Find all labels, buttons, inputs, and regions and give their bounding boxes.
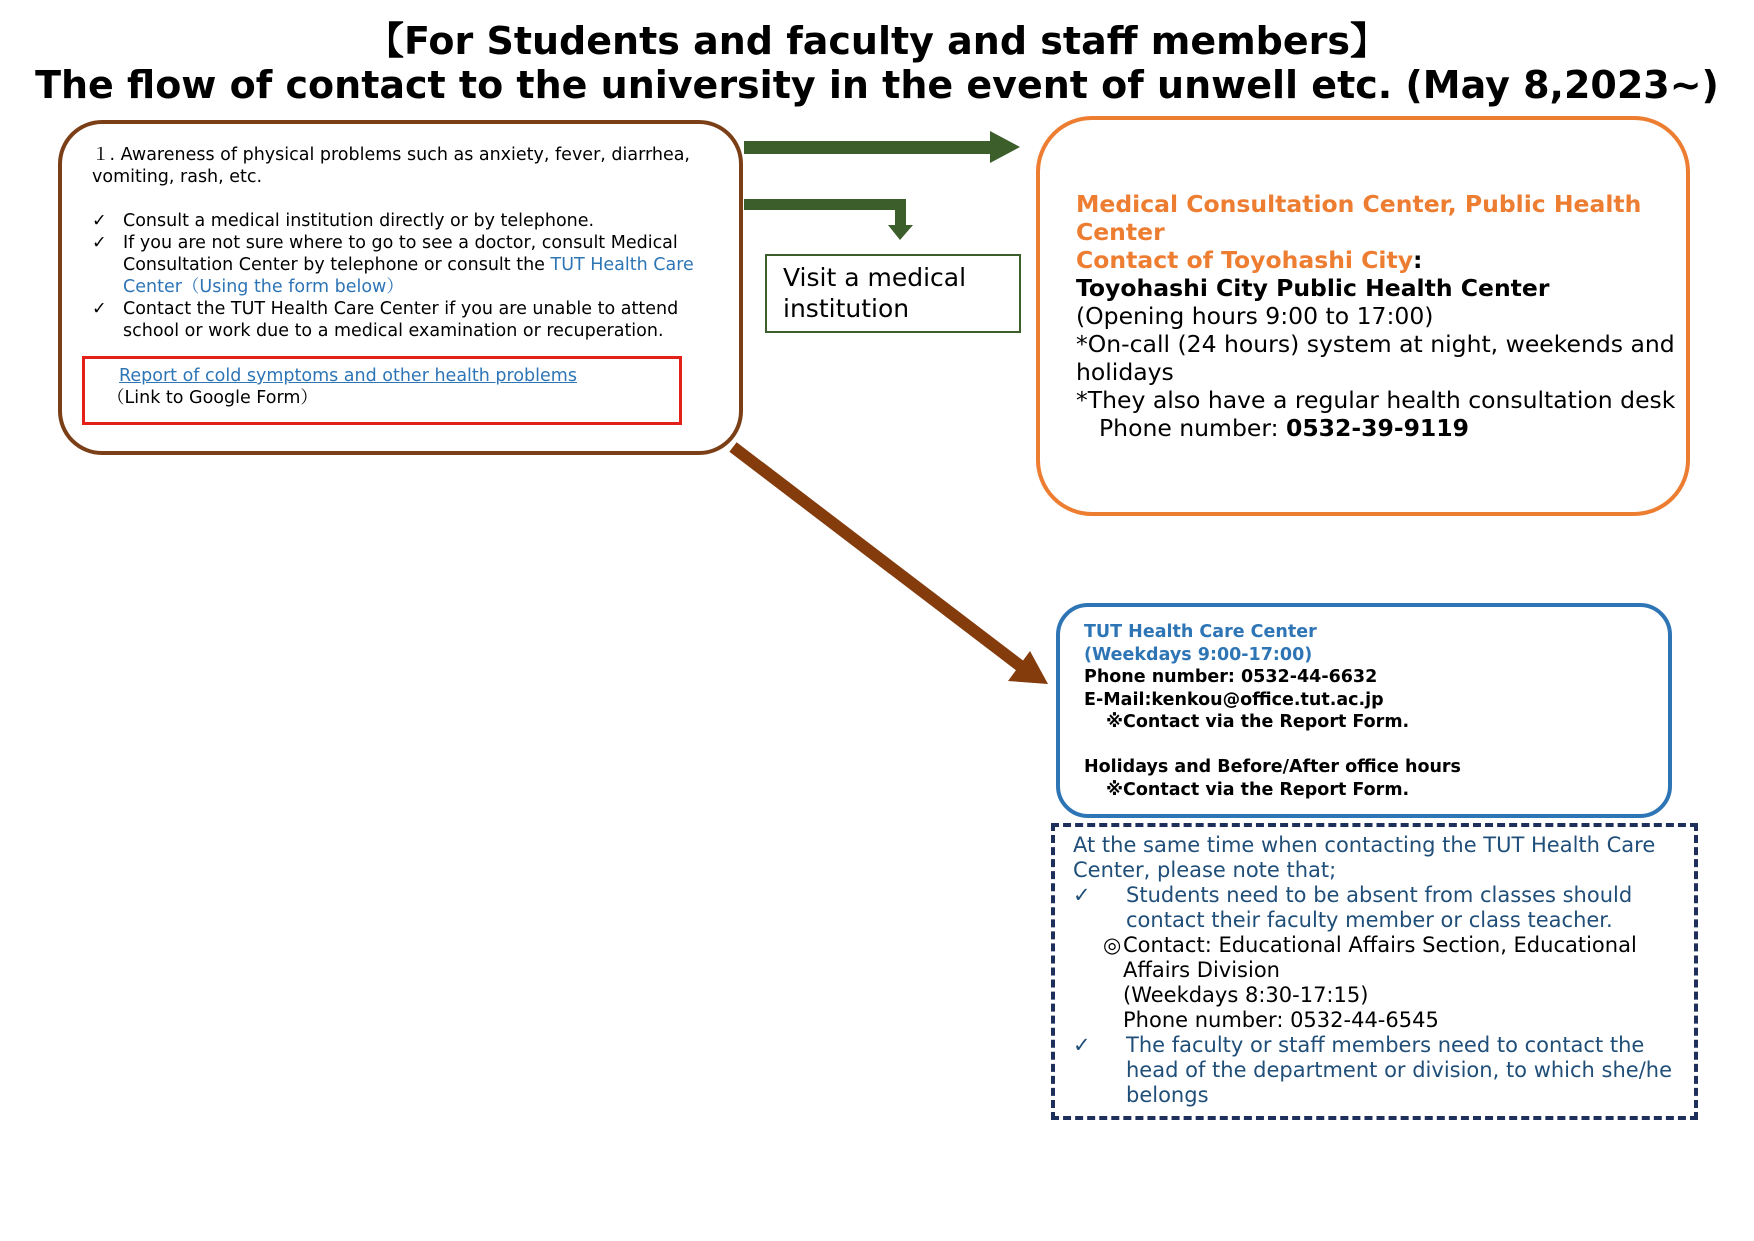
tut-center-name: TUT Health Care Center [1084, 622, 1317, 642]
tut-holidays: Holidays and Before/After office hours [1084, 757, 1461, 777]
step1-item3-text: Contact the TUT Health Care Center if you are unable to attend school or work due to a medical examination or recuperation. [123, 299, 679, 341]
tut-center-hours: (Weekdays 9:00-17:00) [1084, 644, 1313, 665]
note-contact-hours: (Weekdays 8:30-17:15) [1123, 983, 1369, 1007]
contact-toyohashi-label: Contact of Toyohashi City [1076, 246, 1414, 274]
double-circle-icon: ◎ [1103, 933, 1122, 957]
note-intro: At the same time when contacting the TUT Health Care Center, please note that; [1073, 833, 1656, 882]
public-health-desk: *They also have a regular health consultation desk [1076, 386, 1676, 414]
colon: : [1413, 246, 1423, 274]
tut-report-note-2: ※Contact via the Report Form. [1106, 779, 1410, 800]
check-icon: ✓ [1073, 883, 1091, 907]
tut-health-care-box [1056, 603, 1672, 818]
note-contact [1073, 933, 1685, 1033]
note-staff [1073, 1033, 1685, 1108]
note-students [1073, 883, 1685, 933]
step1-box [58, 120, 743, 455]
public-health-name: Toyohashi City Public Health Center [1076, 274, 1550, 302]
title-line-1: 【For Students and faculty and staff members】 [365, 19, 1389, 63]
public-health-hours: (Opening hours 9:00 to 17:00) [1076, 302, 1434, 330]
note-contact-phone: Phone number: 0532-44-6545 [1123, 1008, 1439, 1032]
public-health-phone: 0532-39-9119 [1285, 414, 1469, 442]
tut-health-care-text [1084, 621, 1664, 801]
step1-item1-text: Consult a medical institution directly or by telephone. [123, 211, 595, 231]
note-box [1051, 823, 1698, 1120]
note-students-text: Students need to be absent from classes should contact their faculty member or class teacher. [1126, 883, 1633, 932]
visit-medical-box [765, 254, 1021, 333]
check-icon: ✓ [92, 211, 107, 231]
check-icon: ✓ [92, 233, 107, 253]
tut-health-care-link-text: TUT Health Care Center（Using the form below） [123, 255, 694, 297]
public-health-heading: Medical Consultation Center, Public Health Center [1076, 190, 1642, 246]
public-health-text [1076, 190, 1676, 442]
check-icon: ✓ [1073, 1033, 1091, 1057]
public-health-phone-label: Phone number: [1099, 414, 1286, 442]
note-contact-line: Contact: Educational Affairs Section, Educational Affairs Division [1123, 933, 1637, 982]
arrow-to-visit-medical [744, 199, 913, 240]
tut-center-email: E-Mail:kenkou@office.tut.ac.jp [1084, 689, 1384, 710]
step1-item-direct [92, 210, 712, 232]
check-icon: ✓ [92, 299, 107, 319]
title-line-2: The flow of contact to the university in the event of unwell etc. (May 8,2023~) [35, 63, 1719, 107]
report-form-link[interactable]: Report of cold symptoms and other health problems [119, 366, 577, 386]
visit-medical-label: Visit a medical institution [783, 263, 967, 323]
public-health-oncall: *On-call (24 hours) system at night, weekends and holidays [1076, 330, 1675, 386]
note-staff-text: The faculty or staff members need to contact the head of the department or division, to which she/he belongs [1126, 1033, 1673, 1107]
step1-text [92, 144, 712, 342]
report-form-box [82, 356, 682, 425]
arrow-to-tut-center [733, 447, 1048, 684]
step1-item-unable [92, 298, 712, 342]
public-health-box [1036, 116, 1690, 516]
tut-report-note-1: ※Contact via the Report Form. [1106, 712, 1410, 732]
note-text [1073, 833, 1685, 1108]
tut-center-phone: Phone number: 0532-44-6632 [1084, 667, 1378, 687]
step1-heading: １. Awareness of physical problems such as anxiety, fever, diarrhea, vomiting, rash, etc. [92, 145, 690, 187]
report-form-note: （Link to Google Form） [107, 388, 318, 408]
arrow-to-public-health [744, 131, 1020, 163]
step1-item2-text: If you are not sure where to go to see a doctor, consult Medical Consultation Center by telephone or consult the [123, 233, 678, 275]
step1-item-unsure [92, 232, 712, 298]
